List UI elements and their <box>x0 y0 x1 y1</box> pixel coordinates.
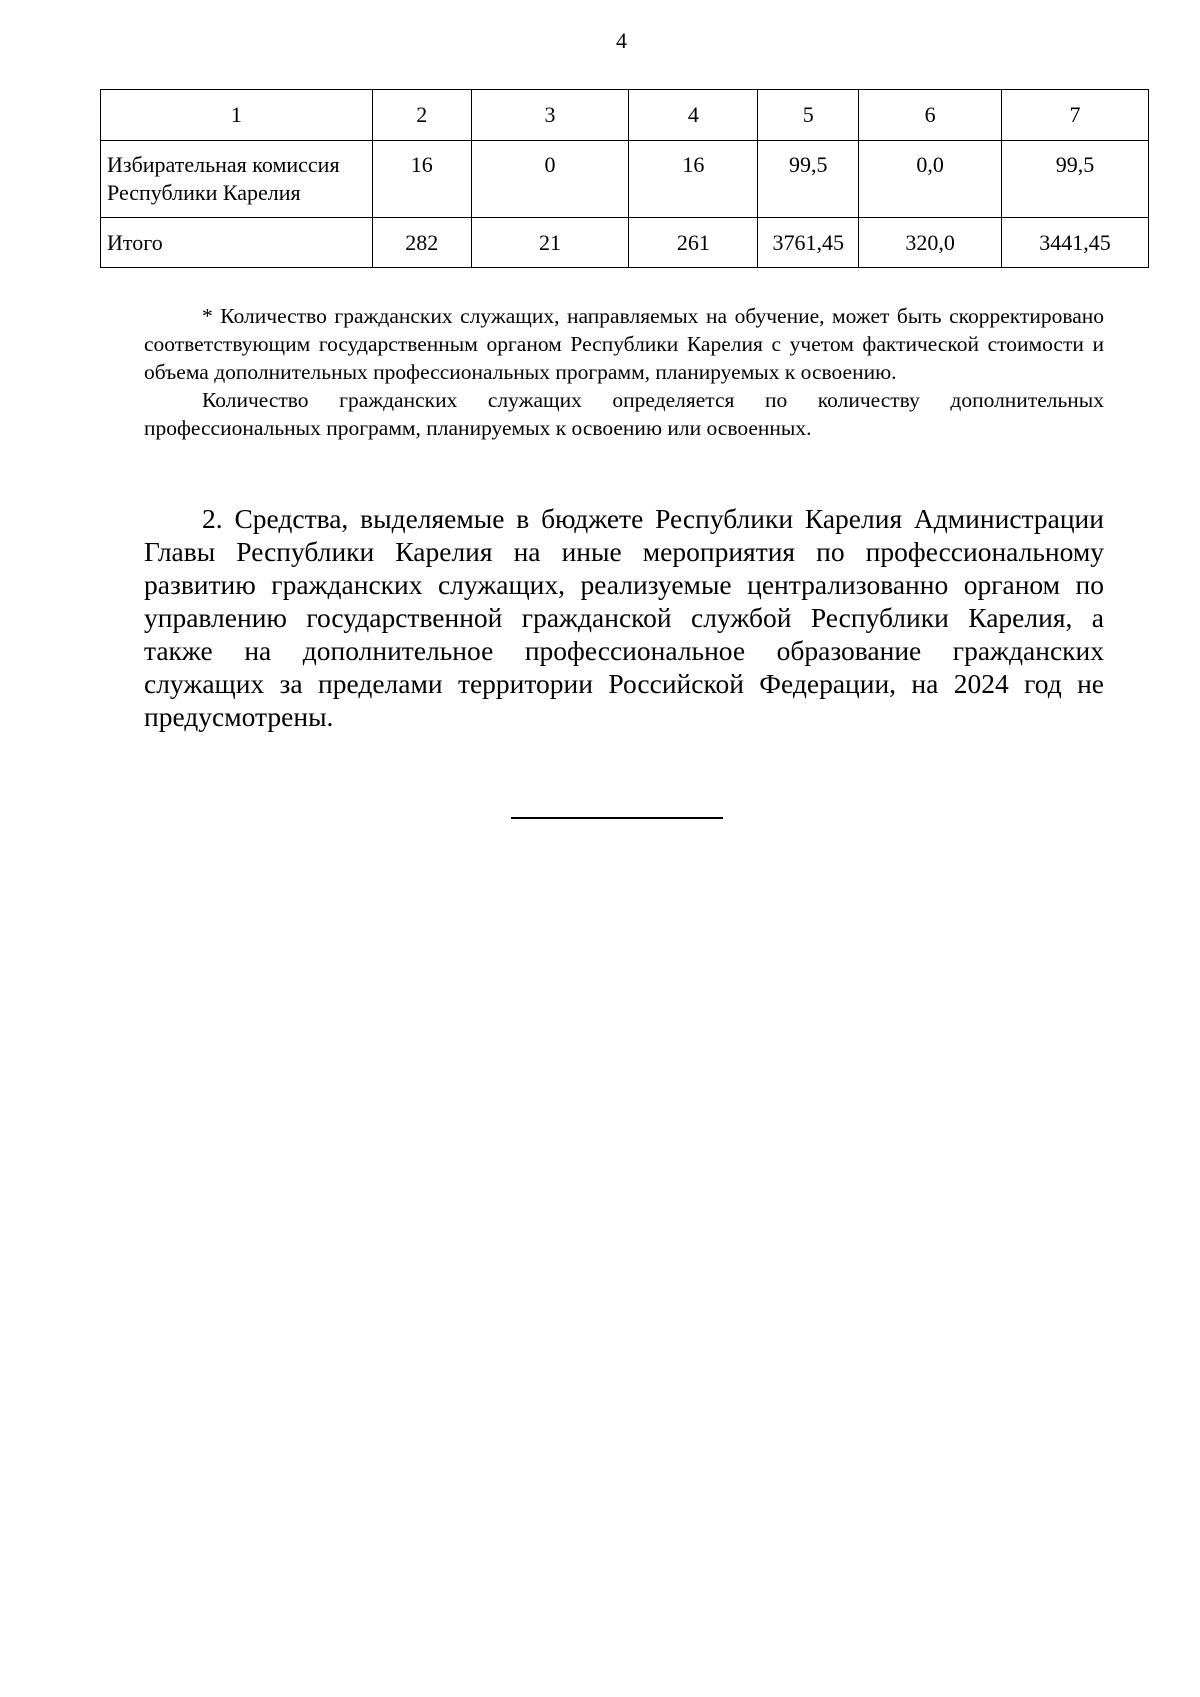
table-cell: 16 <box>372 141 471 218</box>
table-cell: 3441,45 <box>1002 218 1149 268</box>
table-cell: 99,5 <box>1002 141 1149 218</box>
table-header-cell: 1 <box>101 90 373 141</box>
table-cell: 3761,45 <box>758 218 859 268</box>
table-cell: 0 <box>471 141 629 218</box>
table-header-cell: 3 <box>471 90 629 141</box>
table-cell-name: Итого <box>101 218 373 268</box>
table-cell: 282 <box>372 218 471 268</box>
table-header-cell: 5 <box>758 90 859 141</box>
row-name-line: Избирательная комиссия <box>107 152 340 177</box>
footnote-2: Количество гражданских служащих определяется по количеству дополнительных профессиональных программ, планируемых к освоению или освоенных. <box>144 388 1104 440</box>
table-cell: 16 <box>629 141 758 218</box>
end-divider-line <box>511 817 723 819</box>
table-cell: 99,5 <box>758 141 859 218</box>
table-header-row <box>101 90 1149 141</box>
table-cell: 0,0 <box>859 141 1002 218</box>
table-row <box>101 141 1149 218</box>
data-table <box>100 89 1149 268</box>
paragraph-2-text: 2. Средства, выделяемые в бюджете Республики Карелия Администрации Главы Республики Карелия на иные мероприятия по профессиональному развитию гражданских служащих, реализуемые централизованно органом по управлению государственной гражданской службой Республики Карелия, а также на дополнительное профессиональное образование гражданских служащих за пределами территории Российской Федерации, на 2024 год не предусмотрены. <box>144 503 1104 732</box>
table-cell: 21 <box>471 218 629 268</box>
footnote-1: * Количество гражданских служащих, направляемых на обучение, может быть скорректировано соответствующим государственным органом Республики Карелия с учетом фактической стоимости и объема дополнительных профессиональных программ, планируемых к освоению. <box>144 304 1104 384</box>
table-cell: 261 <box>629 218 758 268</box>
table-header-cell: 6 <box>859 90 1002 141</box>
footnotes <box>144 302 1104 442</box>
table-header-cell: 2 <box>372 90 471 141</box>
row-name-line: Республики Карелия <box>107 180 301 205</box>
table-header-cell: 7 <box>1002 90 1149 141</box>
paragraph-2 <box>144 502 1104 733</box>
table-cell: 320,0 <box>859 218 1002 268</box>
page-number: 4 <box>616 28 627 53</box>
table-header-cell: 4 <box>629 90 758 141</box>
table-row-total <box>101 218 1149 268</box>
table-cell-name <box>101 141 373 218</box>
